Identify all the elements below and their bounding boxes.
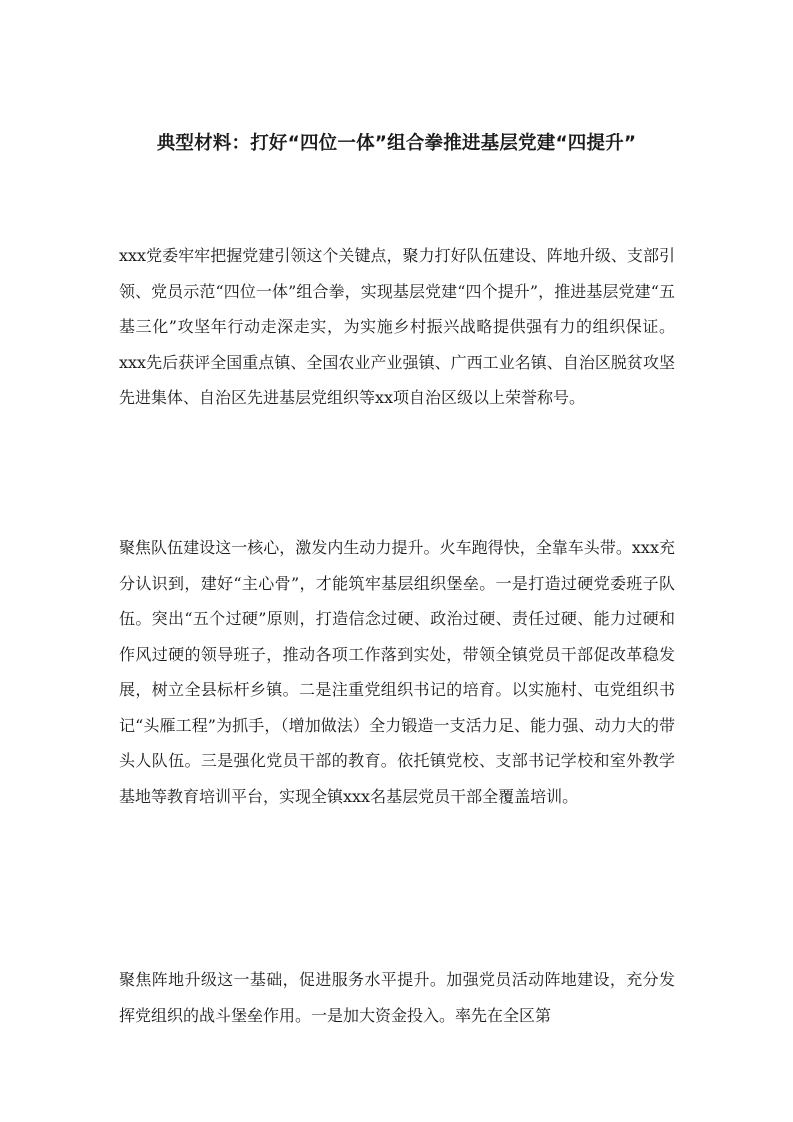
document-title: 典型材料：打好“四位一体”组合拳推进基层党建“四提升” (156, 133, 637, 154)
paragraph-position-upgrade: 聚焦阵地升级这一基础，促进服务水平提升。加强党员活动阵地建设，充分发挥党组织的战斗堡垒作用。一是加大资金投入。率先在全区第 (119, 970, 675, 1025)
paragraph-team-building: 聚焦队伍建设这一核心，激发内生动力提升。火车跑得快，全靠车头带。xxx充分认识到，建好“主心骨”，才能筑牢基层组织堡垒。一是打造过硬党委班子队伍。突出“五个过硬”原则，打造信念过硬、政治过硬、责任过硬、能力过硬和作风过硬的领导班子，推动各项工作落到实处，带领全镇党员干部促改革稳发展，树立全县标杆乡镇。二是注重党组织书记的培育。以实施村、屯党组织书记“头雁工程”为抓手，（增加做法）全力锻造一支活力足、能力强、动力大的带头人队伍。三是强化党员干部的教育。依托镇党校、支部书记学校和室外教学基地等教育培训平台，实现全镇xxx名基层党员干部全覆盖培训。 (119, 538, 675, 806)
paragraph-intro: xxx党委牢牢把握党建引领这个关键点，聚力打好队伍建设、阵地升级、支部引领、党员示范“四位一体”组合拳，实现基层党建“四个提升”，推进基层党建“五基三化”攻坚年行动走深走实，为实施乡村振兴战略提供强有力的组织保证。xxx先后获评全国重点镇、全国农业产业强镇、广西工业名镇、自治区脱贫攻坚先进集体、自治区先进基层党组织等xx项自治区级以上荣誉称号。 (119, 246, 675, 407)
